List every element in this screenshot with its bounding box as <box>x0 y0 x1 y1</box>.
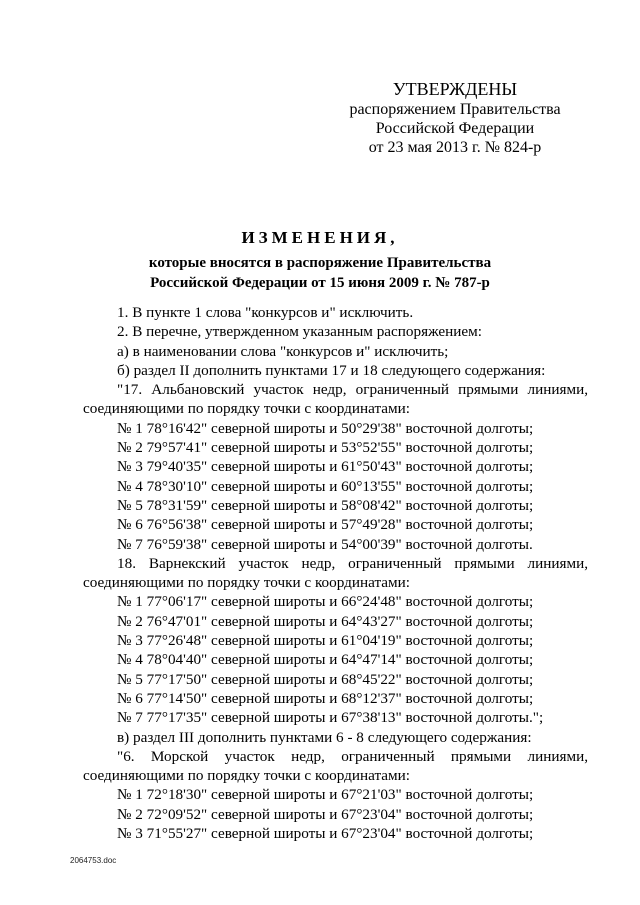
coordinate-line: № 7 77°17'35" северной широты и 67°38'13" восточной долготы."; <box>117 709 544 727</box>
approval-date: от 23 мая 2013 г. № 824-р <box>368 139 542 156</box>
paragraph: а) в наименовании слова "конкурсов и" исключить; <box>117 342 449 360</box>
coordinate-line: № 2 72°09'52" северной широты и 67°23'04" восточной долготы; <box>117 805 534 823</box>
subtitle-line: которые вносятся в распоряжение Правительства <box>148 255 492 271</box>
approval-heading: УТВЕРЖДЕНЫ <box>392 79 518 99</box>
file-name-footer: 2064753.doc <box>70 856 117 865</box>
coordinate-line: № 5 77°17'50" северной широты и 68°45'22" восточной долготы; <box>117 670 534 688</box>
coordinate-line: № 6 77°14'50" северной широты и 68°12'37" восточной долготы; <box>117 689 534 707</box>
coordinate-line: № 1 72°18'30" северной широты и 67°21'03" восточной долготы; <box>117 786 534 804</box>
paragraph: 1. В пункте 1 слова "конкурсов и" исключить. <box>117 304 414 321</box>
coordinate-line: № 3 71°55'27" северной широты и 67°23'04" восточной долготы; <box>117 825 534 843</box>
paragraph: "17. Альбановский участок недр, ограниченный прямыми линиями, соединяющими по порядку точки с координатами: <box>83 381 588 418</box>
document-subtitle <box>0 253 640 293</box>
coordinate-line: № 1 78°16'42" северной широты и 50°29'38" восточной долготы; <box>117 419 534 437</box>
paragraph: б) раздел II дополнить пунктами 17 и 18 следующего содержания: <box>117 361 546 379</box>
coordinate-line: № 7 76°59'38" северной широты и 54°00'39" восточной долготы. <box>117 535 533 553</box>
approval-block <box>340 78 570 157</box>
coordinate-line: № 4 78°30'10" северной широты и 60°13'55" восточной долготы; <box>117 477 534 495</box>
coordinate-line: № 5 78°31'59" северной широты и 58°08'42" восточной долготы; <box>117 496 534 514</box>
coordinate-line: № 6 76°56'38" северной широты и 57°49'28" восточной долготы; <box>117 516 534 534</box>
coordinate-line: № 2 76°47'01" северной широты и 64°43'27" восточной долготы; <box>117 612 534 630</box>
paragraph: 18. Варнекский участок недр, ограниченный прямыми линиями, соединяющими по порядку точки с координатами: <box>83 554 588 592</box>
paragraph: в) раздел III дополнить пунктами 6 - 8 следующего содержания: <box>117 728 532 746</box>
approval-line: распоряжением Правительства <box>349 101 561 118</box>
paragraph: 2. В перечне, утвержденном указанным распоряжением: <box>117 323 482 341</box>
coordinate-line: № 3 77°26'48" северной широты и 61°04'19" восточной долготы; <box>117 632 534 650</box>
coordinate-line: № 3 79°40'35" северной широты и 61°50'43" восточной долготы; <box>117 458 534 476</box>
subtitle-line: Российской Федерации от 15 июня 2009 г. № 787-р <box>150 275 490 291</box>
approval-line: Российской Федерации <box>375 120 535 137</box>
paragraph: "6. Морской участок недр, ограниченный прямыми линиями, соединяющими по порядку точки с координатами: <box>83 747 588 785</box>
coordinate-line: № 4 78°04'40" северной широты и 64°47'14" восточной долготы; <box>117 651 534 669</box>
coordinate-line: № 2 79°57'41" северной широты и 53°52'55" восточной долготы; <box>117 439 534 457</box>
document-body <box>83 303 588 843</box>
document-title: ИЗМЕНЕНИЯ, <box>241 228 399 247</box>
coordinate-line: № 1 77°06'17" северной широты и 66°24'48" восточной долготы; <box>117 593 534 611</box>
